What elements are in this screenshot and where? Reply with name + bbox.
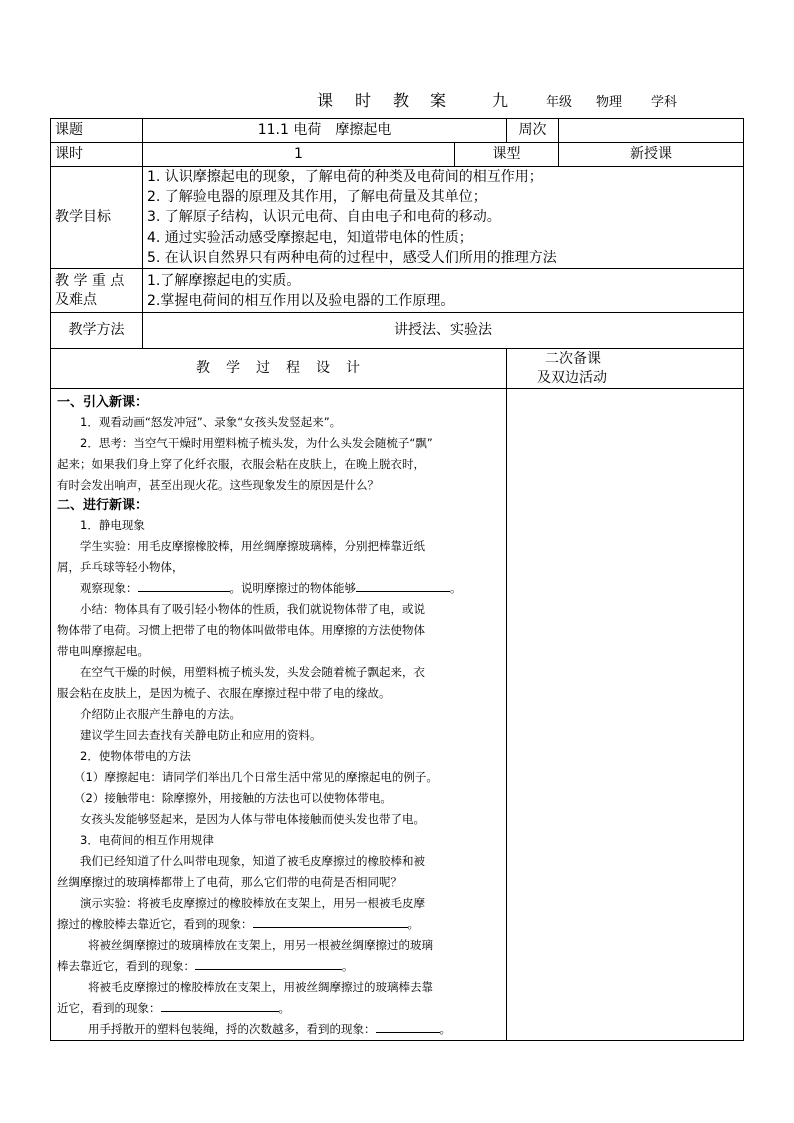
secondary-prep-line2: 及双边活动 [537,369,608,386]
observation-end: 。 [278,1001,290,1016]
observation-label: 棒去靠近它，看到的现象： [57,959,195,974]
observation-line [57,578,500,599]
row-key-points [51,269,744,313]
observation-line [57,1019,500,1040]
paragraph: 小结：物体具有了吸引轻小物体的性质，我们就说物体带了电，或说 [80,602,425,617]
key-points-label-line1: 教 学 重 点 [55,272,125,289]
key-points-list [143,269,744,313]
secondary-prep-heading [507,349,744,389]
paragraph: 将被丝绸摩擦过的玻璃棒放在支架上，用另一根被丝绸摩擦过的玻璃 [88,938,433,953]
paragraph: 服会粘在皮肤上，是因为梳子、衣服在摩擦过程中带了电的缘故。 [57,686,391,701]
row-topic [51,119,744,143]
header-subject-label: 学科 [651,95,678,110]
observation-line [57,998,500,1019]
paragraph: 屑，乒乓球等轻小物体， [57,560,184,575]
method-label: 教学方法 [51,313,143,349]
observation-end: 。 [407,917,419,932]
lesson-plan-table [50,118,744,1041]
paragraph: 我们已经知道了什么叫带电现象，知道了被毛皮摩擦过的橡胶棒和被 [80,854,425,869]
subheading: 3．电荷间的相互作用规律 [80,833,214,848]
observation-end: 。 [439,1022,451,1037]
paragraph: （2）接触带电：除摩擦外，用接触的方法也可以使物体带电。 [74,791,392,806]
row-goals [51,167,744,269]
section-intro-title: 一、引入新课： [57,395,149,411]
secondary-prep-notes[interactable] [507,389,744,1041]
paragraph: 丝绸摩擦过的玻璃棒都带上了电荷，那么它们带的电荷是否相同呢？ [57,875,402,890]
week-label: 周次 [507,119,559,143]
header-subject-value: 物理 [596,95,623,110]
paragraph: 有时会发出响声，甚至出现火花。这些现象发生的原因是什么？ [57,478,379,493]
paragraph: 介绍防止衣服产生静电的方法。 [80,707,241,722]
paragraph: 建议学生回去查找有关静电防止和应用的资料。 [80,728,322,743]
key-points-label-line2: 及难点 [55,291,97,308]
paragraph: 物体带了电荷。习惯上把带了电的物体叫做带电体。用摩擦的方法使物体 [57,623,425,638]
subheading: 1．静电现象 [80,518,145,533]
period-value: 1 [143,143,455,167]
page-header [0,88,794,108]
goal-item: 5. 在认识自然界只有两种电荷的过程中，感受人们所用的推理方法 [147,249,557,266]
paragraph: 1．观看动画“怒发冲冠”、录象“女孩头发竖起来”。 [80,415,342,430]
header-title-char-3: 教 [393,91,410,110]
observation-label: 用手捋散开的塑料包装绳，捋的次数越多，看到的现象： [88,1022,376,1037]
observation-middle: 。说明摩擦过的物体能够 [229,581,356,596]
paragraph: （1）摩擦起电：请同学们举出几个日常生活中常见的摩擦起电的例子。 [74,770,438,785]
answer-blank[interactable] [253,926,408,928]
goal-item: 4. 通过实验活动感受摩擦起电，知道带电体的性质； [147,229,473,246]
topic-label: 课题 [51,119,143,143]
answer-blank[interactable] [195,968,342,970]
period-label: 课时 [51,143,143,167]
row-process-body [51,389,744,1041]
process-design-heading: 教 学 过 程 设 计 [51,349,507,389]
paragraph: 带电叫摩擦起电。 [57,644,149,659]
week-value [559,119,744,143]
subheading: 2．使物体带电的方法 [80,749,191,764]
section-new-lesson-title: 二、进行新课： [57,498,149,514]
process-content [51,389,507,1041]
paragraph: 演示实验：将被毛皮摩擦过的橡胶棒放在支架上，用另一根被毛皮摩 [80,896,425,911]
header-grade-value: 九 [492,91,509,110]
paragraph: 在空气干燥的时候，用塑料梳子梳头发，头发会随着梳子飘起来，衣 [80,665,425,680]
goals-list [143,167,744,269]
paragraph: 女孩头发能够竖起来，是因为人体与带电体接触而使头发也带了电。 [80,812,425,827]
paragraph: 将被毛皮摩擦过的橡胶棒放在支架上，用被丝绸摩擦过的玻璃棒去靠 [88,980,433,995]
paragraph: 起来；如果我们身上穿了化纤衣服，衣服会粘在皮肤上，在晚上脱衣时， [57,457,425,472]
answer-blank[interactable] [138,590,230,592]
paragraph: 学生实验：用毛皮摩擦橡胶棒，用丝绸摩擦玻璃棒，分别把棒靠近纸 [80,539,425,554]
header-title-char-1: 课 [317,91,334,110]
key-points-label [51,269,143,313]
row-method [51,313,744,349]
observation-end: 。 [342,959,354,974]
observation-label: 观察现象： [80,581,138,596]
observation-line [57,914,500,935]
goal-item: 1. 认识摩擦起电的现象，了解电荷的种类及电荷间的相互作用； [147,169,543,185]
key-point-item: 2.掌握电荷间的相互作用以及验电器的工作原理。 [147,292,455,309]
secondary-prep-line1: 二次备课 [545,350,602,367]
observation-line [57,956,500,977]
paragraph: 2．思考：当空气干燥时用塑料梳子梳头发，为什么头发会随梳子“飘” [80,436,433,451]
goals-label: 教学目标 [51,167,143,269]
goal-item: 3. 了解原子结构，认识元电荷、自由电子和电荷的移动。 [147,209,501,226]
observation-label: 近它，看到的现象： [57,1001,161,1016]
lesson-type-value: 新授课 [559,143,744,167]
goal-item: 2. 了解验电器的原理及其作用，了解电荷量及其单位； [147,189,487,206]
key-point-item: 1.了解摩擦起电的实质。 [147,272,301,289]
method-value: 讲授法、实验法 [143,313,744,349]
observation-end: 。 [450,581,462,596]
lesson-type-label: 课型 [455,143,559,167]
row-period [51,143,744,167]
observation-label: 擦过的橡胶棒去靠近它，看到的现象： [57,917,253,932]
header-title-char-4: 案 [430,91,447,110]
header-grade-label: 年级 [546,95,573,110]
topic-value: 11.1 电荷 摩擦起电 [143,119,507,143]
answer-blank[interactable] [161,1010,279,1012]
row-process-header [51,349,744,389]
answer-blank[interactable] [356,590,450,592]
answer-blank[interactable] [376,1031,440,1033]
header-title-char-2: 时 [355,91,372,110]
